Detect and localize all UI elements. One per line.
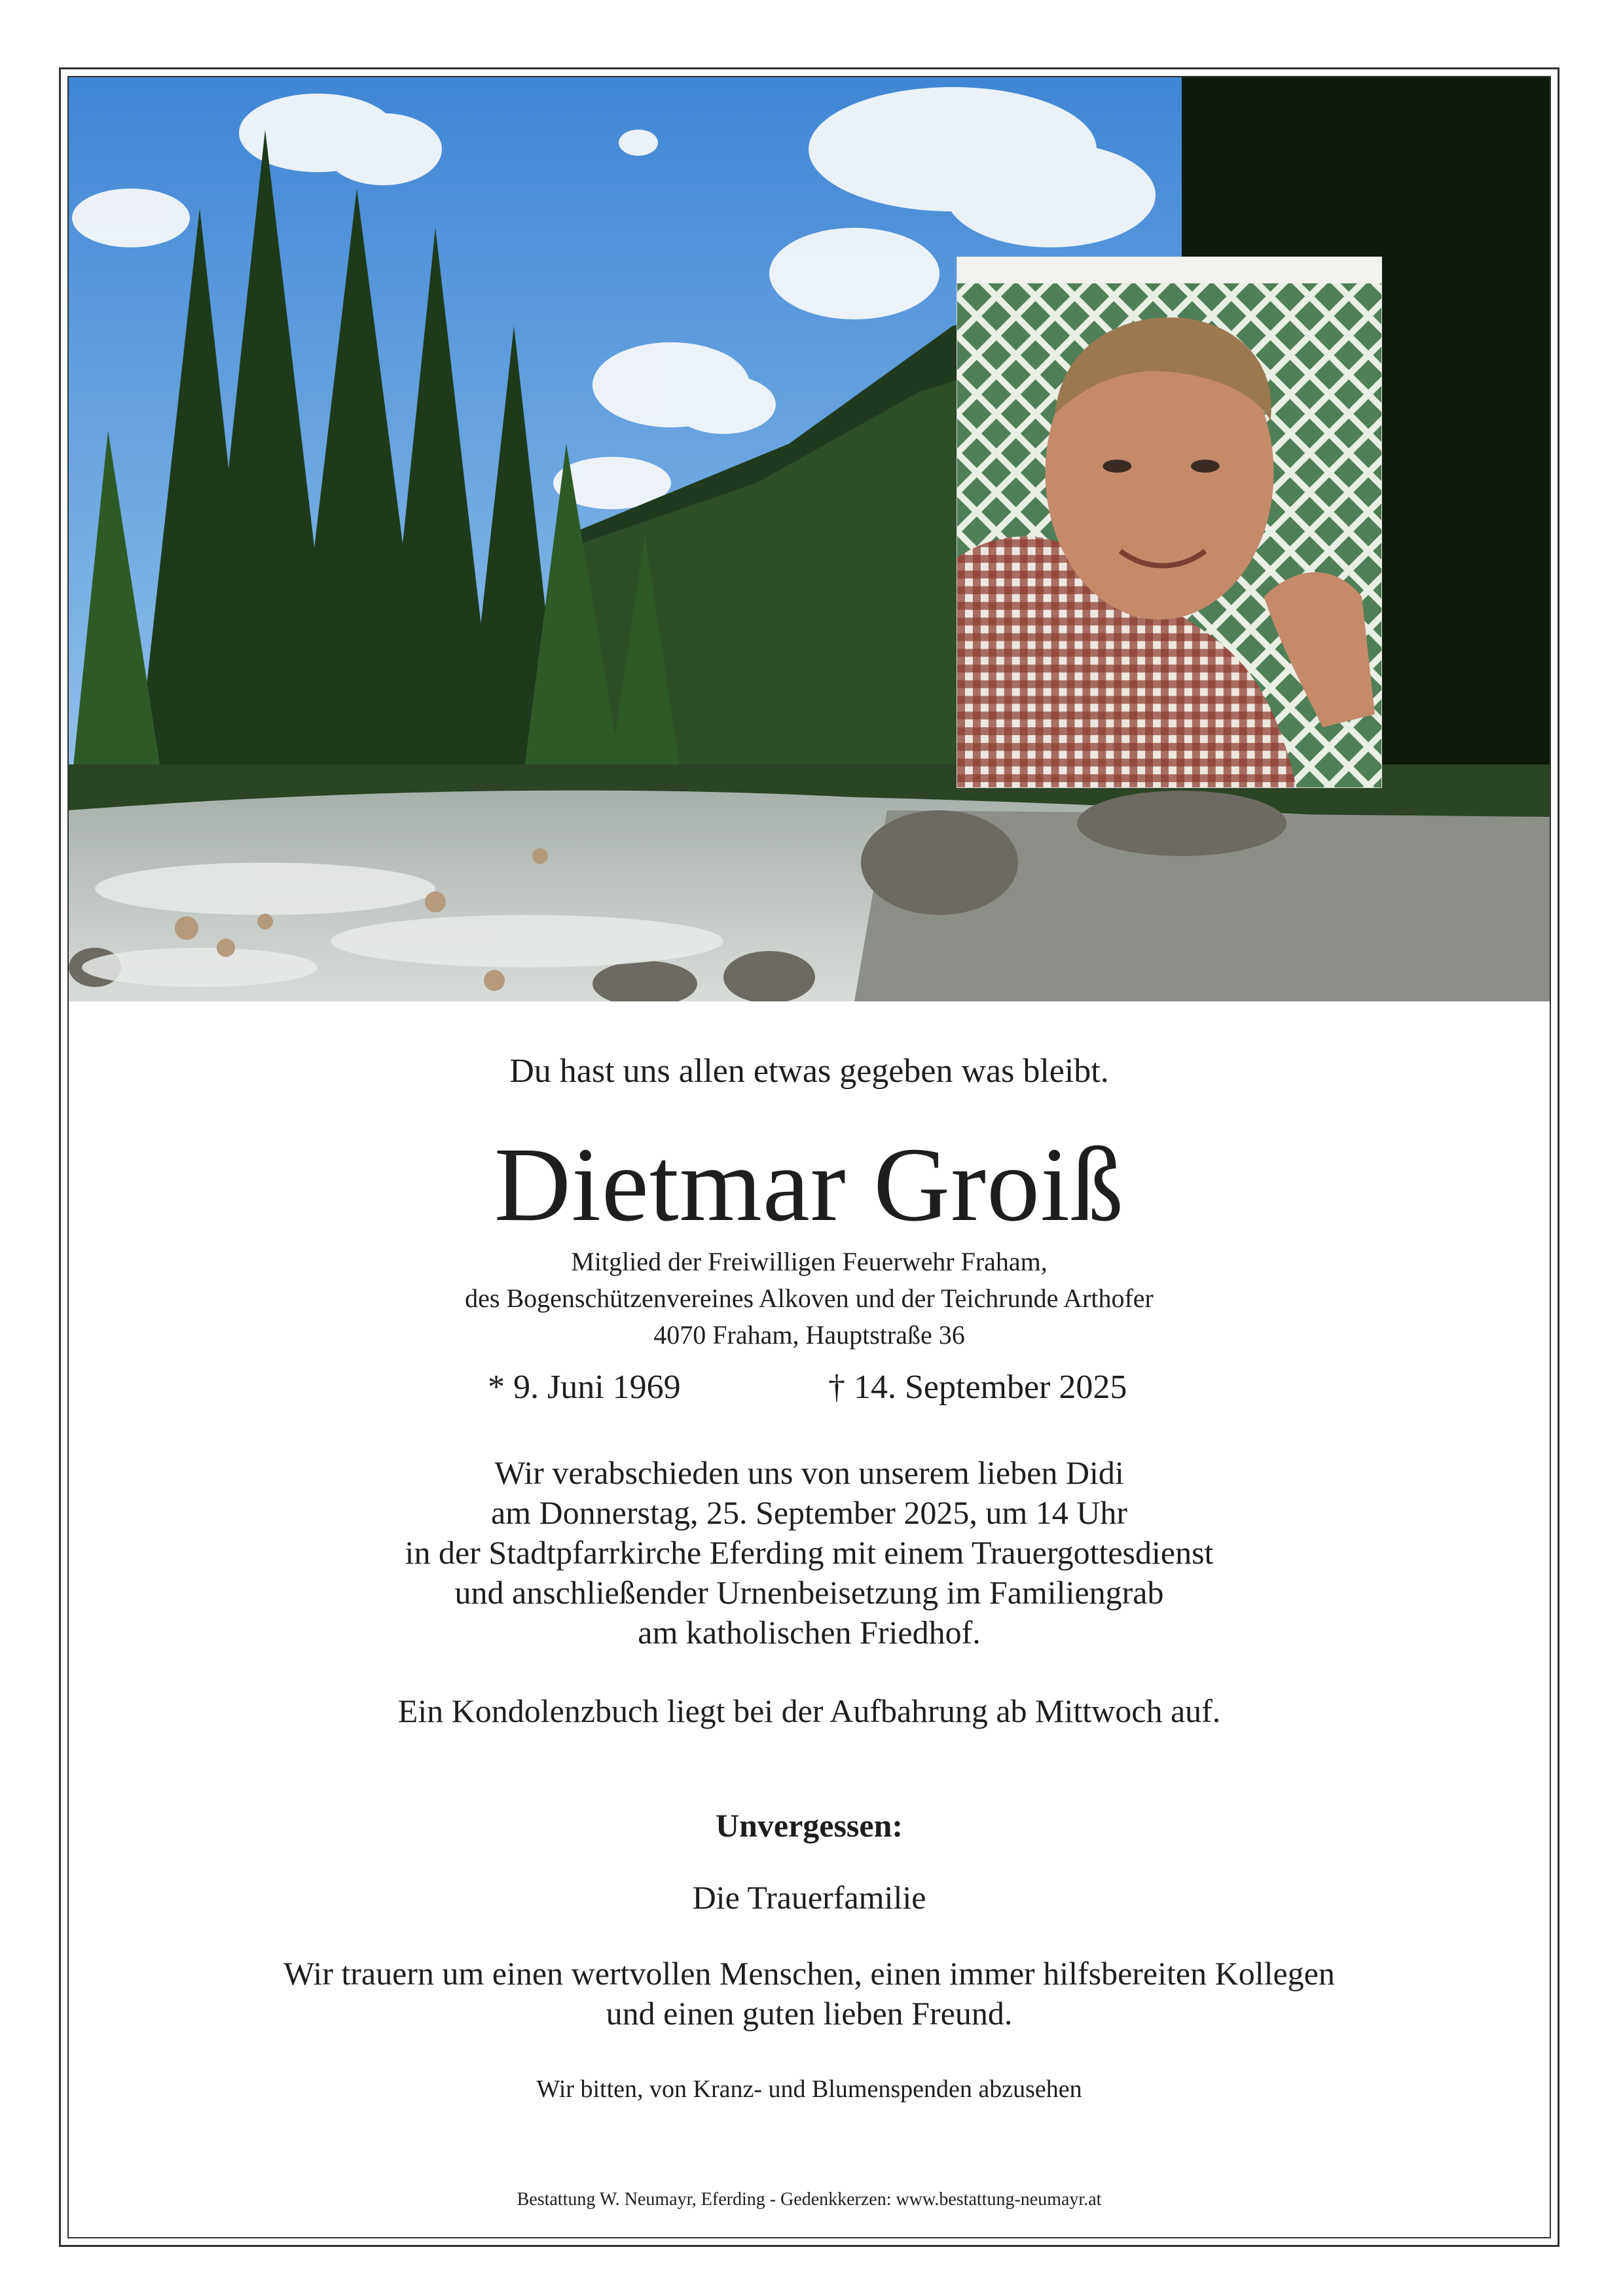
- farewell-line: Wir verabschieden uns von unserem lieben Didi: [494, 1454, 1124, 1491]
- deceased-name: Dietmar Groiß: [494, 1126, 1125, 1244]
- flowers-request: Wir bitten, von Kranz- und Blumenspenden abzusehen: [536, 2075, 1082, 2103]
- affiliation-line: des Bogenschützenvereines Alkoven und der Teichrunde Arthofer: [465, 1283, 1154, 1313]
- mourning-line: und einen guten lieben Freund.: [606, 1995, 1013, 2032]
- family-signature: Die Trauerfamilie: [692, 1879, 926, 1916]
- portrait-photo: [957, 257, 1382, 788]
- farewell-line: am Donnerstag, 25. September 2025, um 14 Uhr: [490, 1494, 1128, 1531]
- address-line: 4070 Fraham, Hauptstraße 36: [653, 1320, 965, 1350]
- guestbook-note: Ein Kondolenzbuch liegt bei der Aufbahrung ab Mittwoch auf.: [397, 1693, 1221, 1729]
- mourning-line: Wir trauern um einen wertvollen Menschen, einen immer hilfsbereiten Kollegen: [283, 1955, 1335, 1992]
- mourning-text: [69, 1954, 1550, 2034]
- unforgotten-heading: Unvergessen:: [715, 1807, 903, 1844]
- farewell-line: am katholischen Friedhof.: [638, 1614, 981, 1651]
- farewell-line: in der Stadtpfarrkirche Eferding mit einem Trauergottesdienst: [405, 1534, 1214, 1571]
- affiliations: [69, 1244, 1550, 1354]
- farewell-line: und anschließender Urnenbeisetzung im Familiengrab: [454, 1574, 1164, 1611]
- undertaker-footer: Bestattung W. Neumayr, Eferding - Gedenkkerzen: www.bestattung-neumayr.at: [517, 2189, 1102, 2210]
- motto: Du hast uns allen etwas gegeben was bleibt.: [509, 1052, 1109, 1090]
- affiliation-line: Mitglied der Freiwilligen Feuerwehr Fraham,: [571, 1247, 1048, 1276]
- farewell-text: [69, 1453, 1550, 1653]
- birth-date: * 9. Juni 1969: [488, 1369, 681, 1406]
- death-date: † 14. September 2025: [828, 1369, 1127, 1406]
